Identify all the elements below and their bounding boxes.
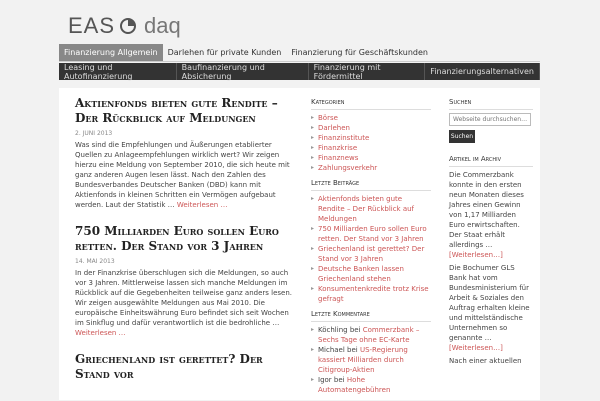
post-title[interactable]: 750 Milliarden Euro sollen Euro retten. Der Stand vor 3 Jahren	[75, 224, 279, 253]
archive-read-more[interactable]: [Weiterlesen…]	[449, 251, 503, 259]
comment-item	[311, 325, 431, 345]
comment-post-link[interactable]: Hohe Automatengebühren	[318, 376, 391, 394]
post	[75, 224, 299, 338]
archive-text: Die Bochumer GLS Bank hat vom Bundesministerium für Arbeit & Soziales den Auftrag erhalten kleine und mittelständische Unternehmen so genannte …	[449, 264, 530, 342]
categories-title: Kategorien	[311, 98, 431, 110]
recent-post-link[interactable]: ▸ 750 Milliarden Euro sollen Euro retten. Der Stand vor 3 Jahren	[311, 224, 431, 244]
post-excerpt	[75, 140, 299, 210]
post	[75, 352, 299, 382]
recent-post-link[interactable]: ▸ Deutsche Banken lassen Griechenland stehen	[311, 264, 431, 284]
post	[75, 96, 299, 210]
categories-list	[311, 113, 431, 173]
recent-post-link[interactable]: ▸ Aktienfonds bieten gute Rendite – Der Rückblick auf Meldungen	[311, 194, 431, 224]
logo-daq: daq	[144, 13, 181, 38]
category-link[interactable]: ▸ Finanznews	[311, 153, 431, 163]
archive-item	[449, 263, 533, 353]
nav-baufinanzierung[interactable]: Baufinanzierung und Absicherung	[177, 63, 309, 80]
recent-comments-list	[311, 325, 431, 395]
comment-post-link[interactable]: US-Regierung kassiert Milliarden durch Citigroup-Aktien	[318, 346, 408, 374]
nav-finanzierung-geschaeftskunden[interactable]: Finanzierung für Geschäftskunden	[291, 48, 428, 57]
recent-post-link[interactable]: ▸ Konsumentenkredite trotz Krise gefragt	[311, 284, 431, 304]
nav-darlehen-private[interactable]: Darlehen für private Kunden	[167, 48, 282, 57]
archive-text: Die Commerzbank konnte in den ersten neun Monaten dieses Jahres einen Gewinn von 1,17 Milliarden Euro erwirtschaften. Der Staat erhält allerdings …	[449, 171, 524, 249]
comment-sep: bei	[347, 326, 363, 334]
sidebar-primary	[311, 98, 431, 401]
category-link[interactable]: ▸ Finanzkrise	[311, 143, 431, 153]
comment-author: Michael	[318, 346, 345, 354]
category-link[interactable]: ▸ Darlehen	[311, 123, 431, 133]
recent-comments-title: Letzte Kommentare	[311, 310, 431, 322]
archive-text: Nach einer aktuellen	[449, 357, 522, 365]
sidebar-secondary	[449, 98, 533, 369]
category-link[interactable]: ▸ Zahlungsverkehr	[311, 163, 431, 173]
nav-alternativen[interactable]: Finanzierungsalternativen	[425, 63, 540, 80]
archive-item	[449, 356, 533, 366]
recent-post-link[interactable]: ▸ Griechenland ist gerettet? Der Stand vor 3 Jahren	[311, 244, 431, 264]
post-excerpt	[75, 268, 299, 338]
search-title: Suchen	[449, 98, 533, 110]
comment-sep: bei	[331, 376, 347, 384]
site-logo[interactable]	[68, 12, 181, 40]
logo-dial-icon	[119, 17, 137, 35]
search-button[interactable]: Suchen	[449, 130, 475, 143]
post-date: 2. JUNI 2013	[75, 130, 113, 137]
comment-post-link[interactable]: Commerzbank – Sechs Tage ohne EC-Karte	[318, 326, 420, 344]
recent-posts-title: Letzte Beiträge	[311, 179, 431, 191]
post-excerpt-text: Was sind die Empfehlungen und Äußerungen etablierter Quellen zu Anlageempfehlungen wirklich wert? Wir zeigen hierzu eine Meldung von September 2010, die sich heute mit ganz anderen Augen lesen lässt. Nach den Zahlen des Bundesverbandes Deutscher Banken (DBD) kann mit Aktienfonds in kleinen Schritten ein Vermögen aufgebaut werden. Laut der Statistik …	[75, 141, 290, 209]
secondary-navigation	[59, 63, 540, 80]
nav-leasing[interactable]: Leasing und Autofinanzierung	[59, 63, 177, 80]
category-link[interactable]: ▸ Finanzinstitute	[311, 133, 431, 143]
archive-read-more[interactable]: [Weiterlesen…]	[449, 344, 503, 352]
main-column	[75, 96, 299, 396]
recent-posts-list	[311, 194, 431, 304]
post-title[interactable]: Aktienfonds bieten gute Rendite – Der Rückblick auf Meldungen	[75, 96, 278, 125]
comment-item	[311, 345, 431, 375]
comment-sep: bei	[344, 346, 360, 354]
comment-author: Igor	[318, 376, 332, 384]
logo-eas: EAS	[68, 13, 116, 38]
post-title[interactable]: Griechenland ist gerettet? Der Stand vor	[75, 352, 263, 381]
archive-title: Artikel im Archiv	[449, 155, 533, 167]
post-date: 14. MAI 2013	[75, 258, 115, 265]
comment-item	[311, 375, 431, 395]
post-excerpt-text: In der Finanzkrise überschlugen sich die Meldungen, so auch vor 3 Jahren. Mittlerweise lassen sich manche Meldungen im Rückblick auf die Gegebenheiten teilweise ganz anders lesen. Wir zeigen ausgewählte Meldungen aus Mai 2010. Die europäische Einheitswährung Euro befindet sich seit Wochen im Sinkflug und dafür verantwortlich ist die bedrohliche …	[75, 269, 293, 327]
archive-item	[449, 170, 533, 260]
comment-author: Köchling	[318, 326, 348, 334]
nav-finanzierung-allgemein[interactable]: Finanzierung Allgemein	[59, 44, 163, 61]
search-input[interactable]	[449, 113, 531, 126]
read-more-link[interactable]: Weiterlesen …	[176, 201, 228, 209]
content-area	[59, 88, 540, 400]
primary-navigation	[59, 44, 540, 62]
read-more-link[interactable]: Weiterlesen …	[75, 329, 126, 337]
category-link[interactable]: ▸ Börse	[311, 113, 431, 123]
nav-foerdermittel[interactable]: Finanzierung mit Fördermittel	[309, 63, 426, 80]
